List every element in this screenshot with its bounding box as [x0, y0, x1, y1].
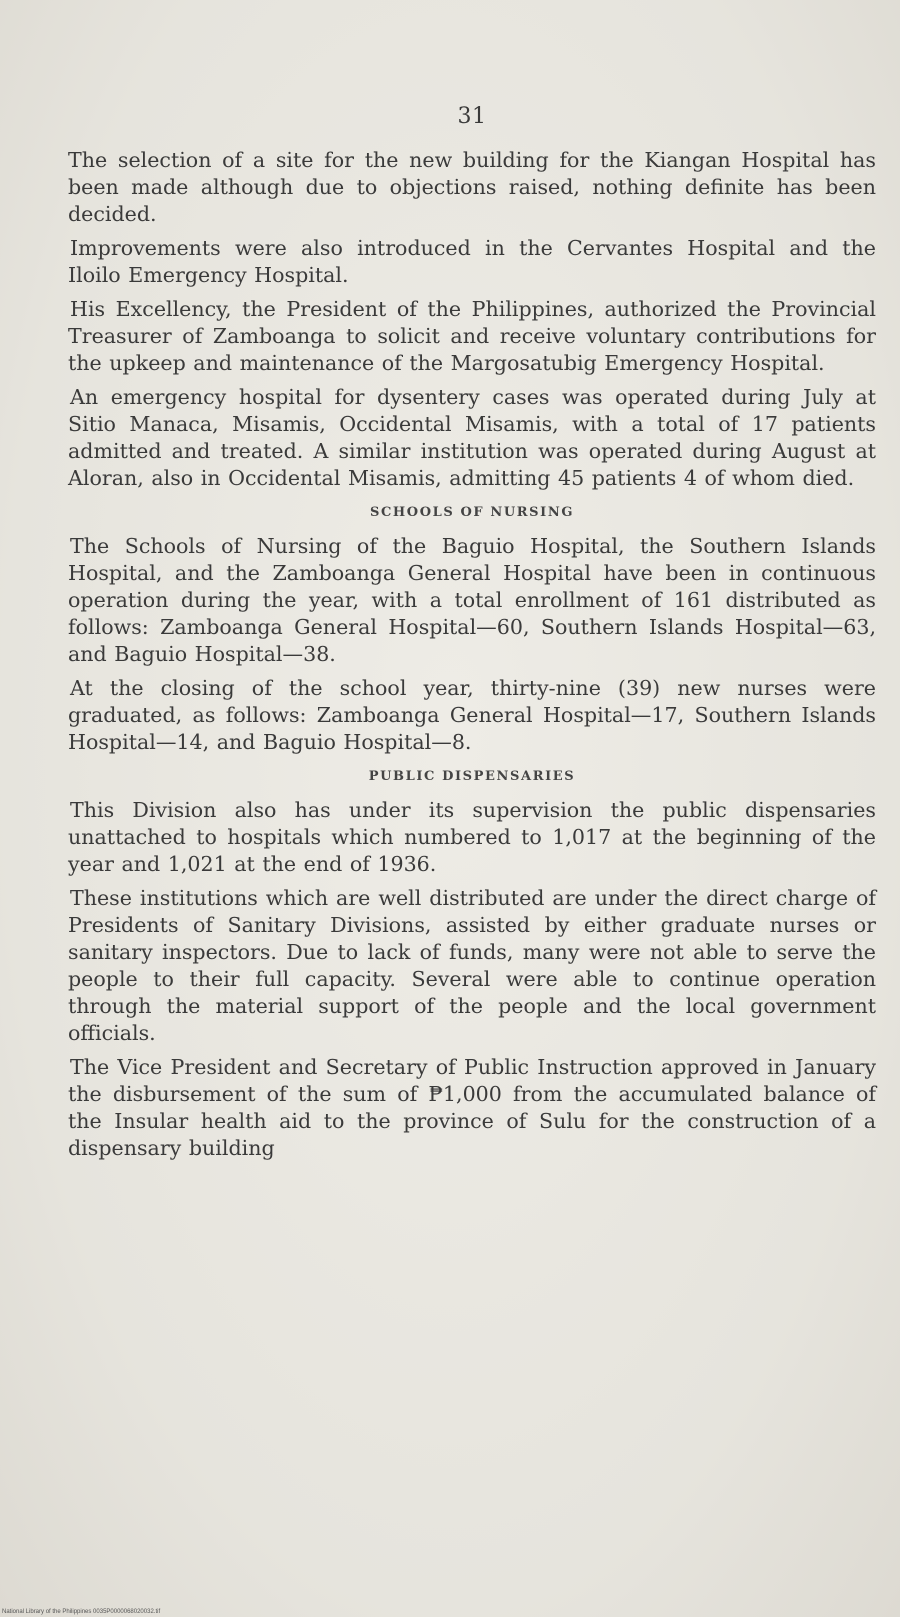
heading-public-dispensaries: PUBLIC DISPENSARIES: [368, 769, 576, 784]
paragraph-kiangan: The selection of a site for the new building for the Kiangan Hospital has been made although due to objections raised, nothing definite has been decided.: [68, 148, 876, 226]
paragraph-margosatubig: His Excellency, the President of the Philippines, authorized the Provincial Treasurer of Zamboanga to solicit and receive voluntary contributions for the upkeep and maintenance of the Margosatubig Emergency Hospital.: [68, 297, 876, 375]
paragraph-cervantes: Improvements were also introduced in the Cervantes Hospital and the Iloilo Emergency Hospital.: [68, 236, 876, 287]
paragraph-sulu-disbursement: The Vice President and Secretary of Public Instruction approved in January the disbursement of the sum of ₱1,000 from the accumulated balance of the Insular health aid to the province of Sulu for the construction of a dispensary building: [68, 1055, 876, 1160]
paragraph-dispensary-count: This Division also has under its supervision the public dispensaries unattached to hospitals which numbered to 1,017 at the beginning of the year and 1,021 at the end of 1936.: [68, 798, 876, 876]
paragraph-nursing-graduates: At the closing of the school year, thirty-nine (39) new nurses were graduated, as follows: Zamboanga General Hospital—17, Southern Islands Hospital—14, and Baguio Hospital—8.: [68, 676, 876, 754]
heading-schools-of-nursing: SCHOOLS OF NURSING: [369, 505, 575, 520]
page-number: 31: [457, 104, 487, 129]
scan-footer: National Library of the Philippines 0035P0000068020032.tif: [2, 1609, 161, 1615]
paragraph-nursing-enrollment: The Schools of Nursing of the Baguio Hospital, the Southern Islands Hospital, and the Zamboanga General Hospital have been in continuous operation during the year, with a total enrollment of 161 distributed as follows: Zamboanga General Hospital—60, Southern Islands Hospital—63, and Baguio Hospital—38.: [68, 534, 876, 666]
paragraph-dysentery: An emergency hospital for dysentery cases was operated during July at Sitio Manaca, Misamis, Occidental Misamis, with a total of 17 patients admitted and treated. A similar institution was operated during August at Aloran, also in Occidental Misamis, admitting 45 patients 4 of whom died.: [68, 385, 876, 490]
paragraph-dispensary-charge: These institutions which are well distributed are under the direct charge of Presidents of Sanitary Divisions, assisted by either graduate nurses or sanitary inspectors. Due to lack of funds, many were not able to serve the people to their full capacity. Several were able to continue operation through the material support of the people and the local government officials.: [68, 886, 876, 1045]
page-content: [68, 104, 876, 1169]
